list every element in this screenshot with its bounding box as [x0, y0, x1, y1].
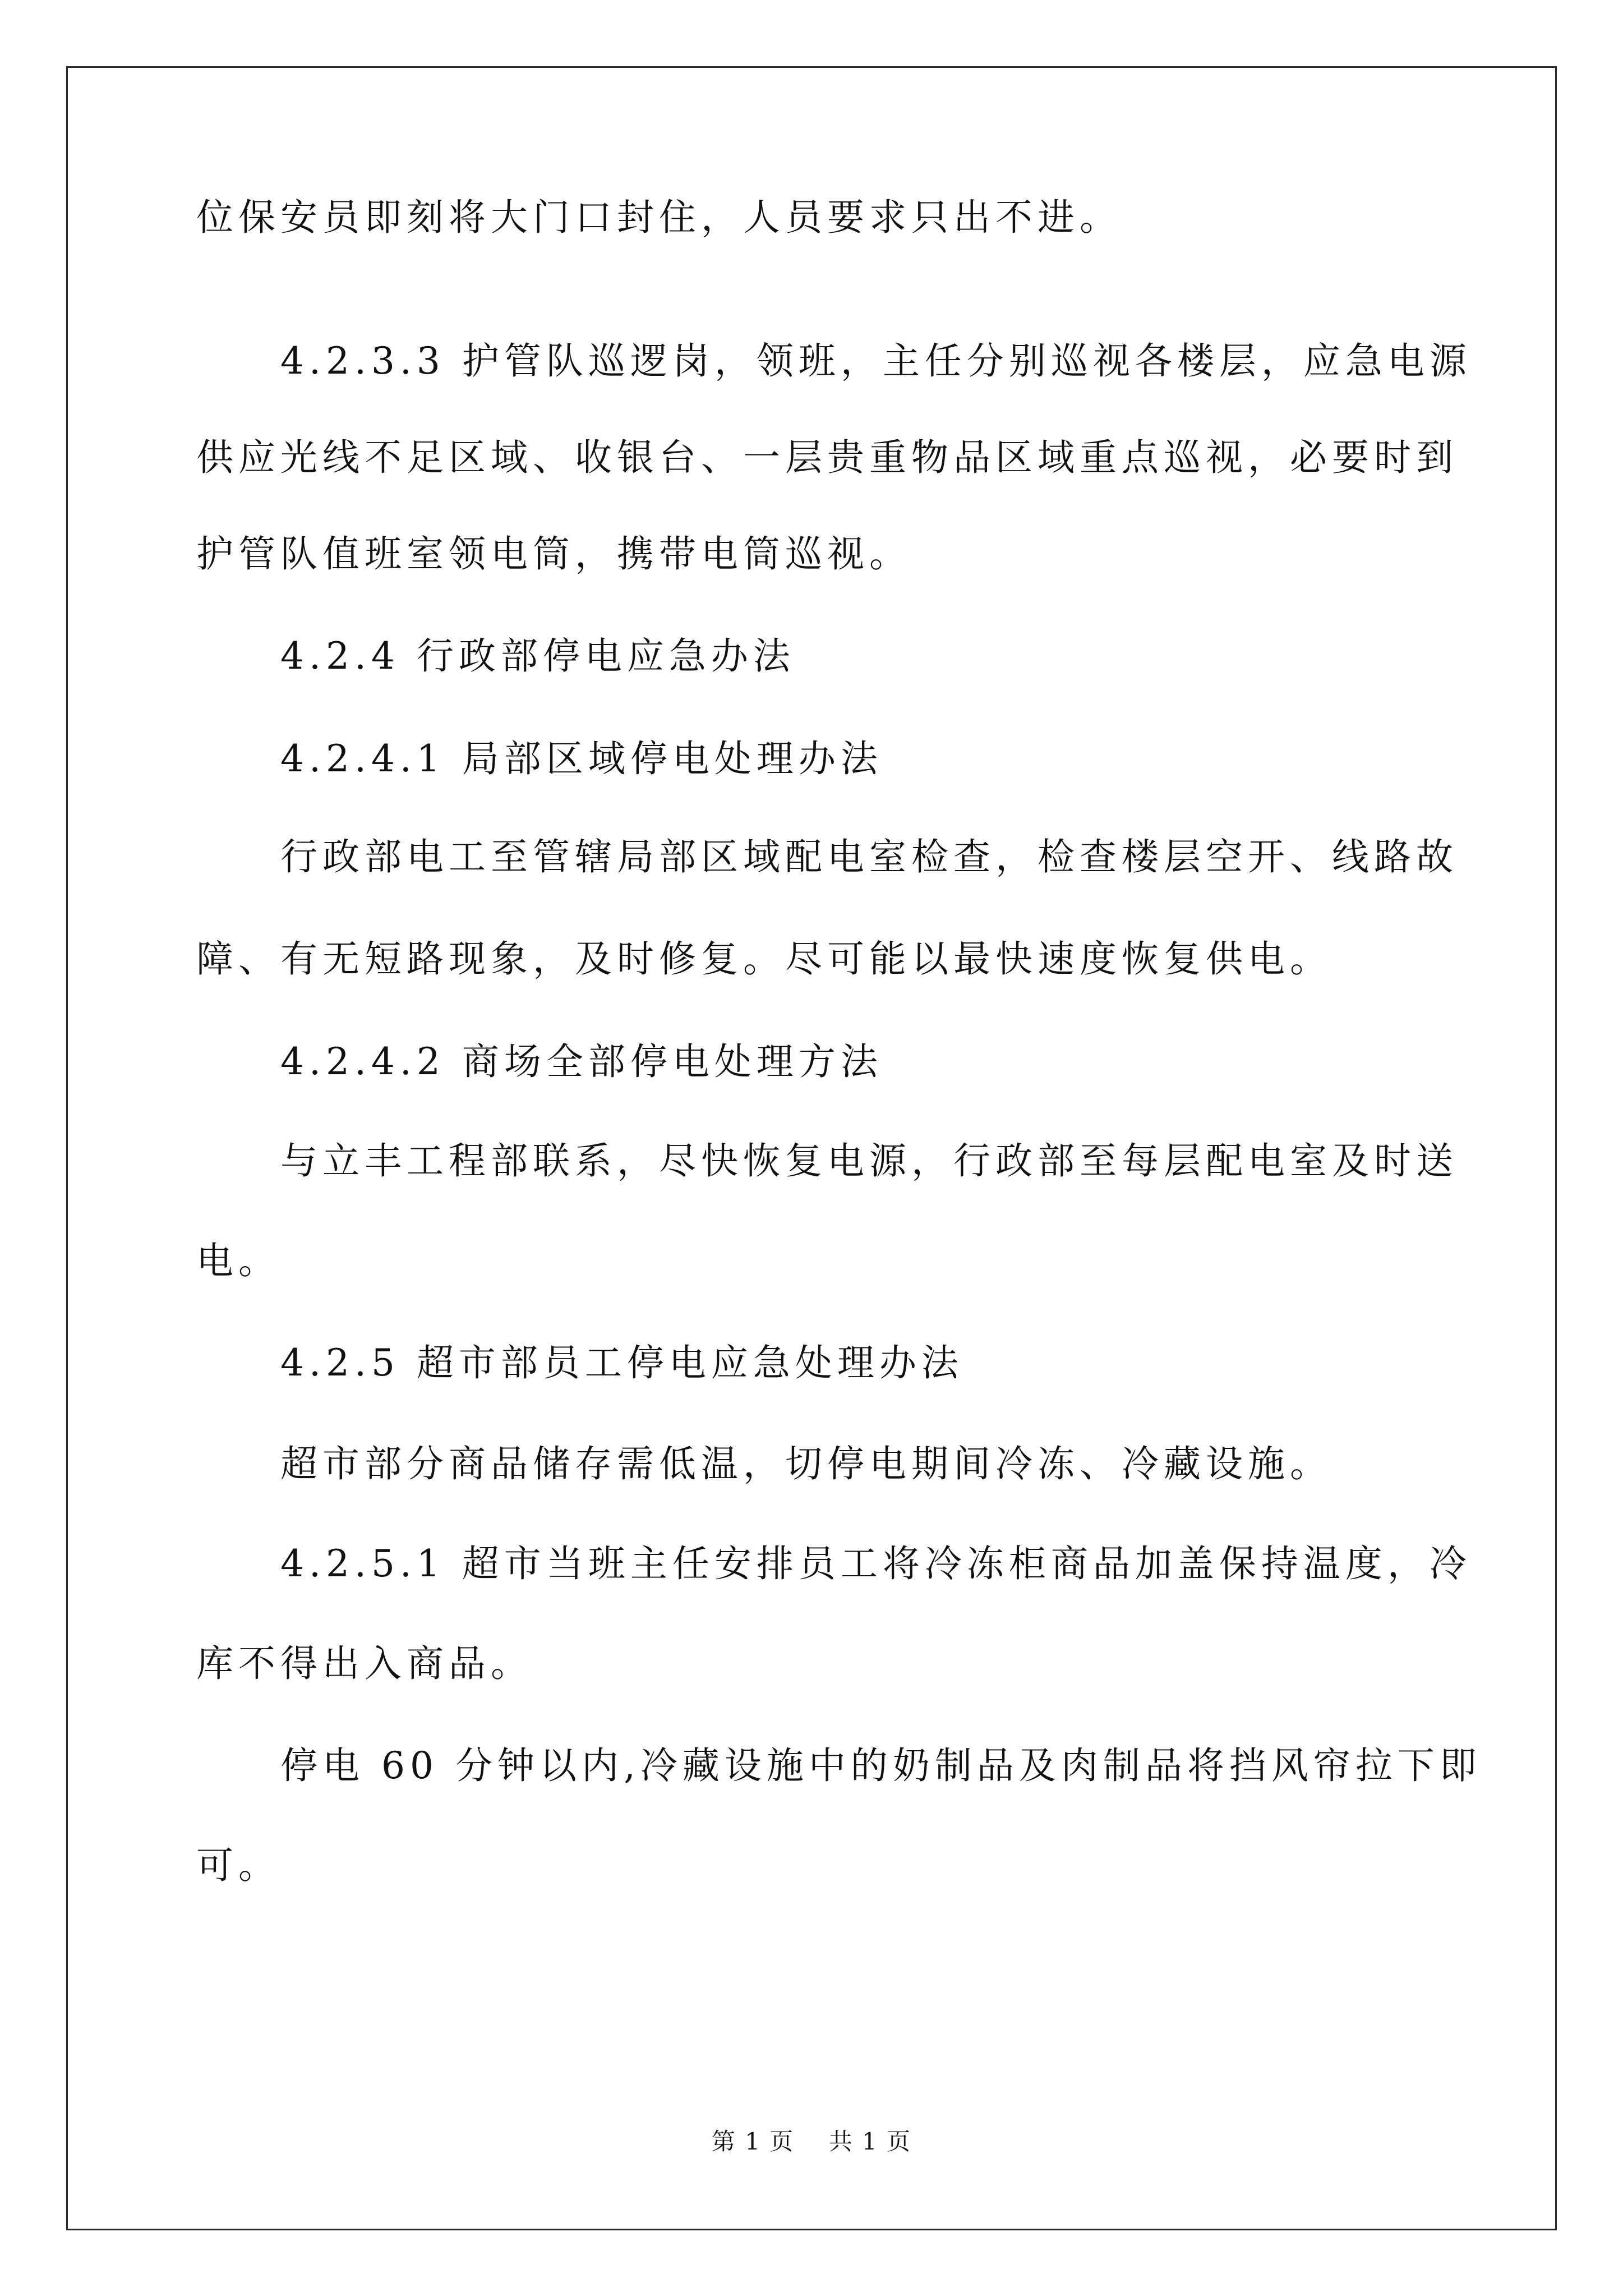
- page-number-footer: 第 1 页 共 1 页: [711, 2128, 912, 2155]
- subsection-heading: 4.2.4.2 商场全部停电处理方法: [280, 1040, 883, 1083]
- text-line: 位保安员即刻将大门口封住，人员要求只出不进。: [196, 196, 1122, 239]
- section-heading: 4.2.4 行政部停电应急办法: [280, 634, 795, 678]
- subsection-heading: 4.2.4.1 局部区域停电处理办法: [280, 737, 883, 780]
- text-line: 可。: [196, 1844, 280, 1887]
- text-line: 库不得出入商品。: [196, 1642, 533, 1685]
- section-heading: 4.2.5 超市部员工停电应急处理办法: [280, 1341, 963, 1384]
- text-line: 障、有无短路现象，及时修复。尽可能以最快速度恢复供电。: [196, 937, 1332, 981]
- text-line: 供应光线不足区域、收银台、一层贵重物品区域重点巡视，必要时到: [196, 436, 1458, 479]
- text-line: 行政部电工至管辖局部区域配电室检查，检查楼层空开、线路故: [280, 835, 1458, 878]
- text-line: 护管队值班室领电筒，携带电筒巡视。: [196, 532, 911, 576]
- text-line: 4.2.3.3 护管队巡逻岗，领班，主任分别巡视各楼层，应急电源: [280, 339, 1472, 383]
- text-line: 与立丰工程部联系，尽快恢复电源，行政部至每层配电室及时送: [280, 1139, 1458, 1182]
- text-line: 超市部分商品储存需低温，切停电期间冷冻、冷藏设施。: [280, 1442, 1332, 1485]
- text-line: 电。: [196, 1239, 280, 1282]
- text-line: 4.2.5.1 超市当班主任安排员工将冷冻柜商品加盖保持温度，冷: [280, 1542, 1472, 1585]
- text-line: 停电 60 分钟以内,冷藏设施中的奶制品及肉制品将挡风帘拉下即: [280, 1744, 1482, 1787]
